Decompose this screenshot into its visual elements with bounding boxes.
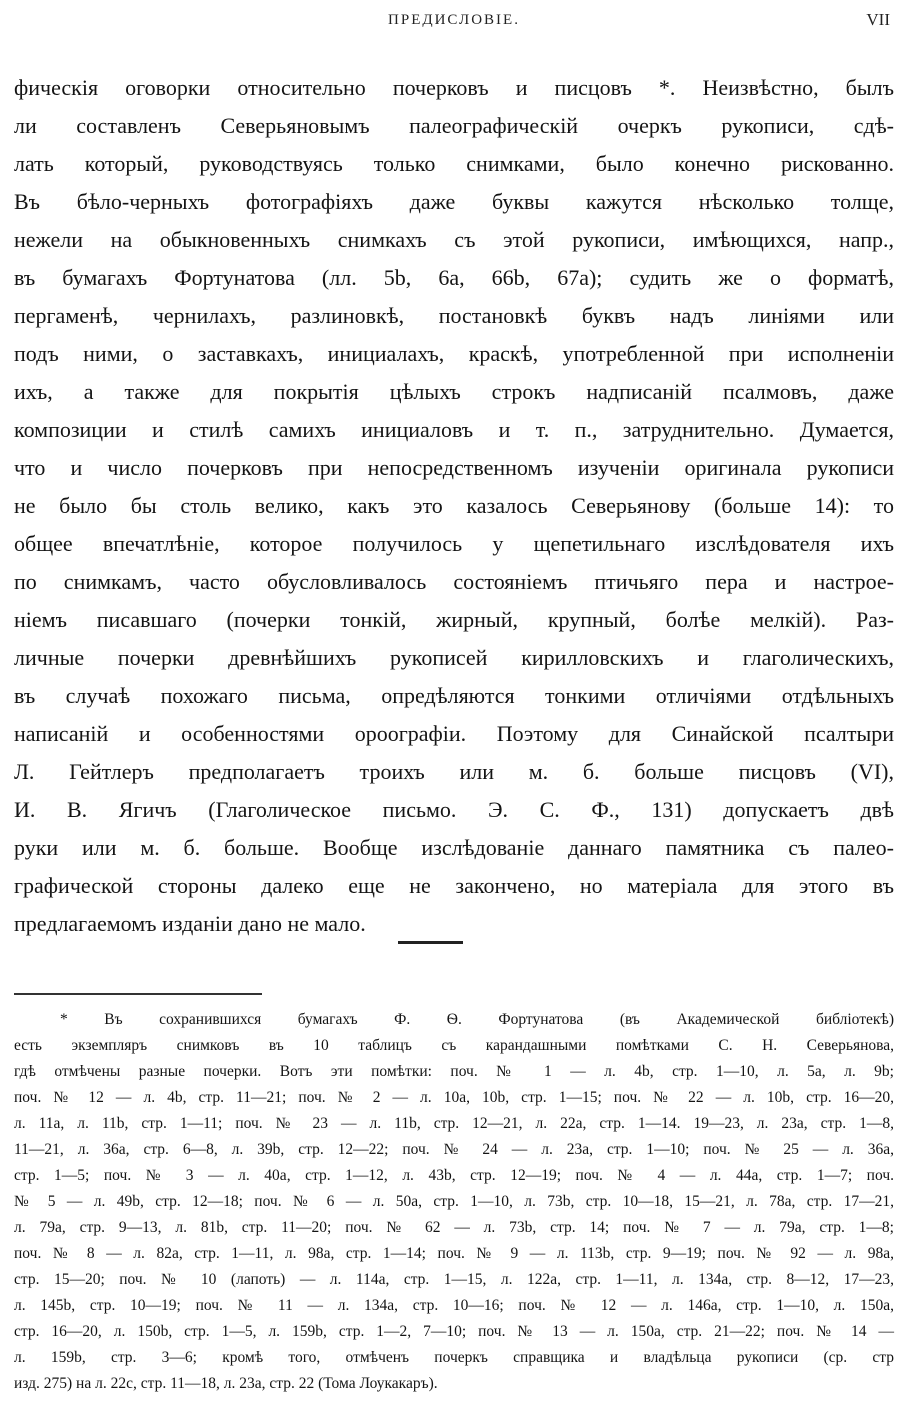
footnote [0,1007,908,1397]
body-line: написаній и особенностями ороографіи. Поэтому для Синайской псалтыри [14,721,894,746]
page-header [0,0,908,40]
body-line: что и число почерковъ при непосредственномъ изученіи оригинала рукописи [14,455,894,480]
main-text [0,70,908,944]
body-line: въ бумагахъ Фортунатова (лл. 5b, 6a, 66b, 67a); судить же о форматѣ, [14,265,894,290]
footnote-line: поч. № 12 — л. 4b, стр. 11—21; поч. № 2 — л. 10a, 10b, стр. 1—15; поч. № 22 — л. 10b, стр. 16—20, [14,1089,894,1106]
footnote-line: стр. 16—20, л. 150b, стр. 1—5, л. 159b, стр. 1—2, 7—10; поч. № 13 — л. 150a, стр. 21—22; поч. № 14 — [14,1323,894,1340]
body-line: общее впечатлѣніе, которое получилось у щепетильнаго изслѣдователя ихъ [14,531,894,556]
body-line: ихъ, а также для покрытія цѣлыхъ строкъ надписаній псалмовъ, даже [14,379,894,404]
footnote-line: 11—21, л. 36a, стр. 6—8, л. 39b, стр. 12—22; поч. № 24 — л. 23a, стр. 1—10; поч. № 25 — л. 36a, [14,1141,894,1158]
section-divider [398,941,463,944]
footnote-line: л. 145b, стр. 10—19; поч. № 11 — л. 134a, стр. 10—16; поч. № 12 — л. 146a, стр. 1—10, л. 150a, [14,1297,894,1314]
body-line: личные почерки древнѣйшихъ рукописей кирилловскихъ и глаголическихъ, [14,645,894,670]
body-line: руки или м. б. больше. Вообще изслѣдованіе даннаго памятника съ палео- [14,835,894,860]
body-line: фическія оговорки относительно почерковъ и писцовъ *. Неизвѣстно, былъ [14,75,894,100]
footnote-line: стр. 1—5; поч. № 3 — л. 40a, стр. 1—12, л. 43b, стр. 12—19; поч. № 4 — л. 44a, стр. 1—7; поч. [14,1167,894,1184]
footnote-line: поч. № 8 — л. 82a, стр. 1—11, л. 98a, стр. 1—14; поч. № 9 — л. 113b, стр. 9—19; поч. № 92 — л. 98a, [14,1245,894,1262]
body-line: лать который, руководствуясь только снимками, было конечно рискованно. [14,151,894,176]
running-title: ПРЕДИСЛОВІЕ. [388,12,520,28]
body-line: пергаменѣ, чернилахъ, разлиновкѣ, постановкѣ буквъ надъ линіями или [14,303,894,328]
body-line: подъ ними, о заставкахъ, инициалахъ, краскѣ, употребленной при исполненіи [14,341,894,366]
body-line: графической стороны далеко еще не закончено, но матеріала для этого въ [14,873,894,898]
body-line: композиции и стилѣ самихъ инициаловъ и т. п., затруднительно. Думается, [14,417,894,442]
body-line: по снимкамъ, часто обусловливалось состояніемъ птичьяго пера и настрое- [14,569,894,594]
body-line-last: предлагаемомъ изданіи дано не мало. [14,911,366,936]
footnote-line: * Въ сохранившихся бумагахъ Ф. Ѳ. Фортунатова (въ Академической библіотекѣ) [60,1011,894,1028]
body-line: въ случаѣ похожаго письма, опредѣляются тонкими отличіями отдѣльныхъ [14,683,894,708]
body-line: Л. Гейтлеръ предполагаетъ троихъ или м. б. больше писцовъ (VI), [14,759,894,784]
footnote-line: есть экземпляръ снимковъ въ 10 таблицъ съ карандашными помѣтками С. Н. Северьянова, [14,1037,894,1054]
footnote-line-last: изд. 275) на л. 22c, стр. 11—18, л. 23a, стр. 22 (Тома Лоукакаръ). [14,1375,438,1392]
footnote-rule [14,993,262,995]
body-line: ли составленъ Северьяновымъ палеографическій очеркъ рукописи, сдѣ- [14,113,894,138]
body-line: ніемъ писавшаго (почерки тонкій, жирный, крупный, болѣе мелкій). Раз- [14,607,894,632]
footnote-line: гдѣ отмѣчены разные почерки. Вотъ эти помѣтки: поч. № 1 — л. 4b, стр. 1—10, л. 5a, л. 9b; [14,1063,894,1080]
footnote-line: № 5 — л. 49b, стр. 12—18; поч. № 6 — л. 50a, стр. 1—10, л. 73b, стр. 10—18, 15—21, л. 78a, стр. 17—21, [14,1193,894,1210]
footnote-line: л. 11a, л. 11b, стр. 1—11; поч. № 23 — л. 11b, стр. 12—21, л. 22a, стр. 1—14. 19—23, л. 23a, стр. 1—8, [14,1115,894,1132]
body-line: нежели на обыкновенныхъ снимкахъ съ этой рукописи, имѣющихся, напр., [14,227,894,252]
body-line: И. В. Ягичъ (Глаголическое письмо. Э. С. Ф., 131) допускаетъ двѣ [14,797,894,822]
footnote-line: л. 159b, стр. 3—6; кромѣ того, отмѣченъ почеркъ справщика и владѣльца рукописи (ср. стр [14,1349,894,1366]
footnote-line: стр. 15—20; поч. № 10 (лапоть) — л. 114a, стр. 1—15, л. 122a, стр. 1—11, л. 134a, стр. 8—12, 17—23, [14,1271,894,1288]
body-line: не было бы столь велико, какъ это казалось Северьянову (больше 14): то [14,493,894,518]
body-line: Въ бѣло-черныхъ фотографіяхъ даже буквы кажутся нѣсколько толще, [14,189,894,214]
footnote-line: л. 79a, стр. 9—13, л. 81b, стр. 11—20; поч. № 62 — л. 73b, стр. 14; поч. № 7 — л. 79a, стр. 1—8; [14,1219,894,1236]
page-number: VII [866,10,890,29]
